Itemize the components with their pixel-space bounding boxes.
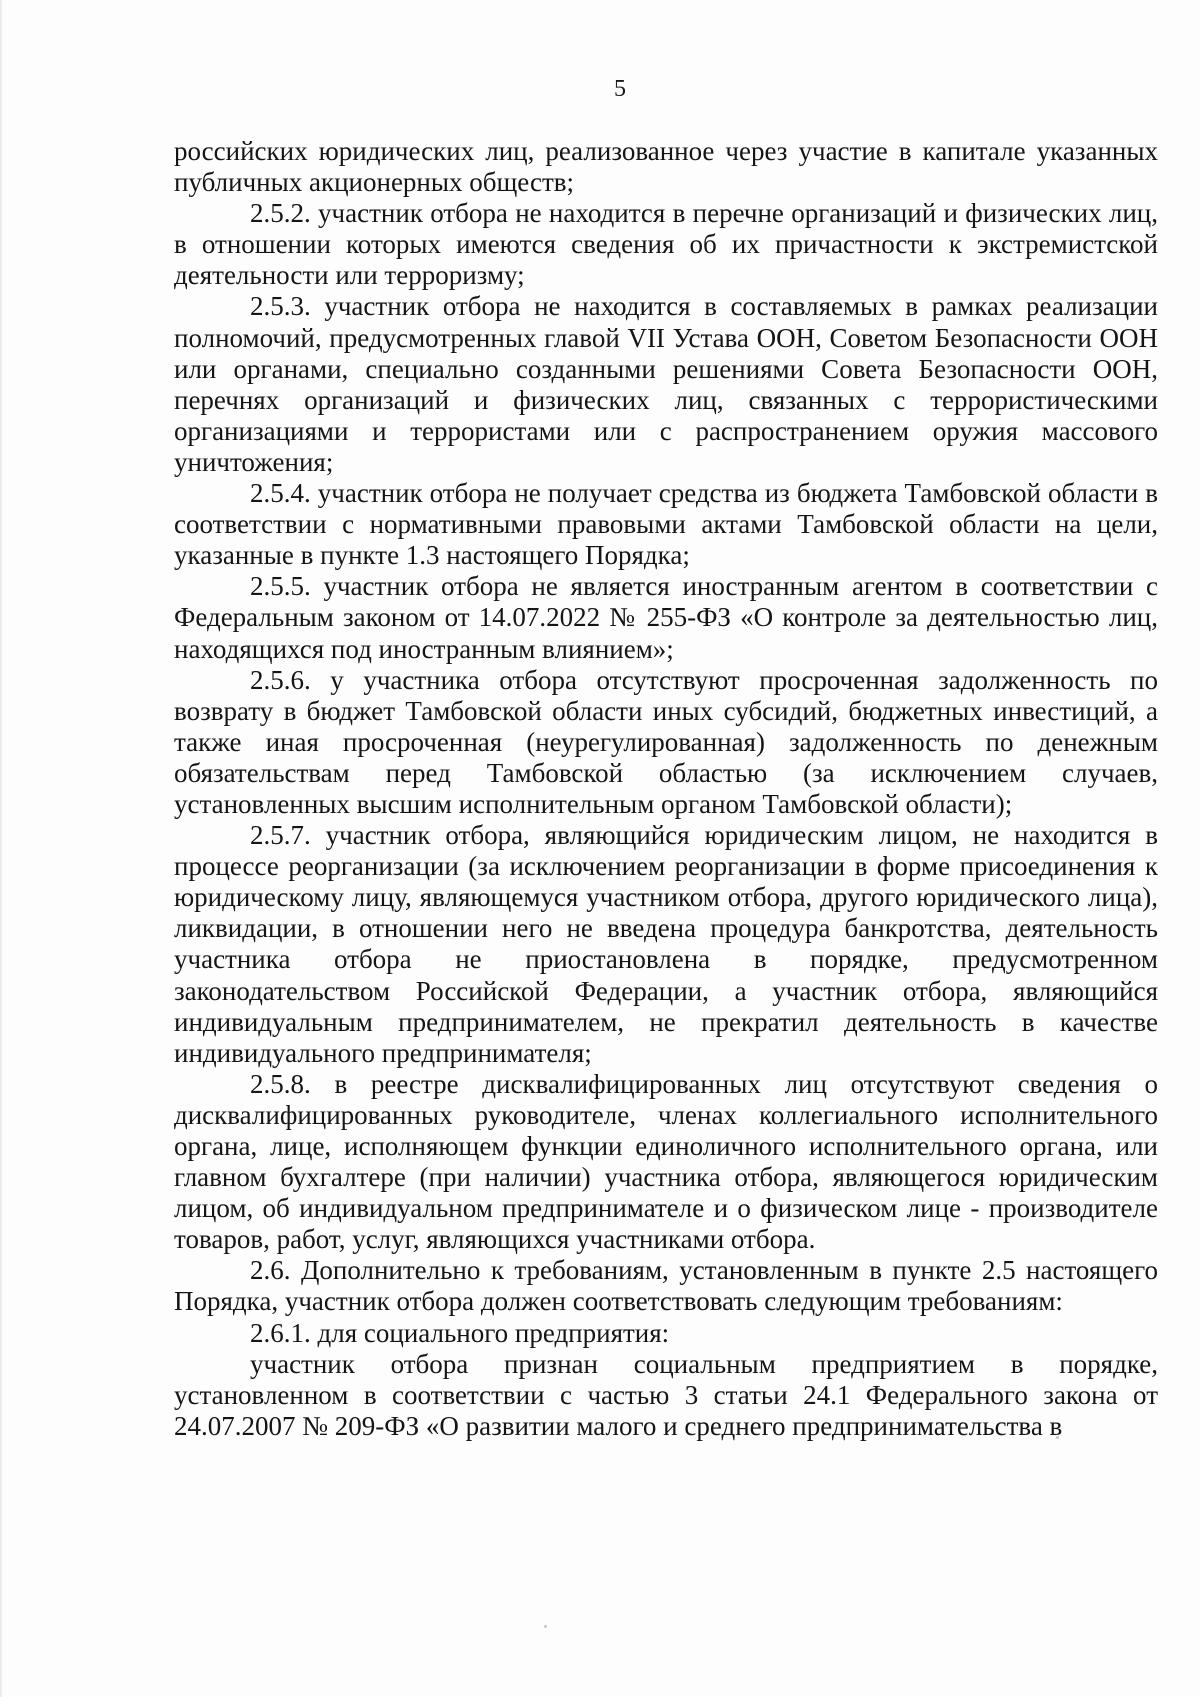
- paragraph-2-5-2: 2.5.2. участник отбора не находится в перечне организаций и физических лиц, в отношении которых имеются сведения об их причастности к экстремистской деятельности или терроризму;: [174, 198, 1158, 291]
- paragraph-continuation: российских юридических лиц, реализованное через участие в капитале указанных публичных акционерных обществ;: [174, 136, 1158, 198]
- paragraph-2-6: 2.6. Дополнительно к требованиям, установленным в пункте 2.5 настоящего Порядка, участник отбора должен соответствовать следующим требованиям:: [174, 1255, 1158, 1317]
- scan-edge: [0, 0, 3, 1697]
- paragraph-2-5-4: 2.5.4. участник отбора не получает средства из бюджета Тамбовской области в соответствии с нормативными правовыми актами Тамбовской области на цели, указанные в пункте 1.3 настоящего Порядка;: [174, 478, 1158, 571]
- paragraph-2-6-1-requirement: участник отбора признан социальным предприятием в порядке, установленном в соответствии с частью 3 статьи 24.1 Федерального закона от 24.07.2007 № 209-ФЗ «О развитии малого и среднего предпринимательства в: [174, 1348, 1158, 1441]
- paragraph-2-5-3: 2.5.3. участник отбора не находится в составляемых в рамках реализации полномочий, предусмотренных главой VII Устава ООН, Советом Безопасности ООН или органами, специально созданными решениями Совета Безопасности ООН, перечнях организаций и физических лиц, связанных с террористическими организациями и террористами или с распространением оружия массового уничтожения;: [174, 291, 1158, 477]
- page-number: 5: [614, 76, 626, 102]
- paragraph-2-5-8: 2.5.8. в реестре дисквалифицированных лиц отсутствуют сведения о дисквалифицированных руководителе, членах коллегиального исполнительного органа, лице, исполняющем функции единоличного исполнительного органа, или главном бухгалтере (при наличии) участника отбора, являющегося юридическим лицом, об индивидуальном предпринимателе и о физическом лице - производителе товаров, работ, услуг, являющихся участниками отбора.: [174, 1068, 1158, 1255]
- paragraph-2-5-6: 2.5.6. у участника отбора отсутствуют просроченная задолженность по возврату в бюджет Тамбовской области иных субсидий, бюджетных инвестиций, а также иная просроченная (неурегулированная) задолженность по денежным обязательствам перед Тамбовской областью (за исключением случаев, установленных высшим исполнительным органом Тамбовской области);: [174, 664, 1158, 819]
- scan-speck: [544, 1625, 547, 1628]
- paragraph-2-5-7: 2.5.7. участник отбора, являющийся юридическим лицом, не находится в процессе реорганизации (за исключением реорганизации в форме присоединения к юридическому лицу, являющемуся участником отбора, другого юридического лица), ликвидации, в отношении него не введена процедура банкротства, деятельность участника отбора не приостановлена в порядке, предусмотренном законодательством Российской Федерации, а участник отбора, являющийся индивидуальным предпринимателем, не прекратил деятельность в качестве индивидуального предпринимателя;: [174, 820, 1158, 1068]
- document-body: [174, 136, 1158, 1442]
- paragraph-2-6-1: 2.6.1. для социального предприятия:: [250, 1317, 670, 1348]
- paragraph-2-5-5: 2.5.5. участник отбора не является иностранным агентом в соответствии с Федеральным законом от 14.07.2022 № 255-ФЗ «О контроле за деятельностью лиц, находящихся под иностранным влиянием»;: [174, 571, 1158, 664]
